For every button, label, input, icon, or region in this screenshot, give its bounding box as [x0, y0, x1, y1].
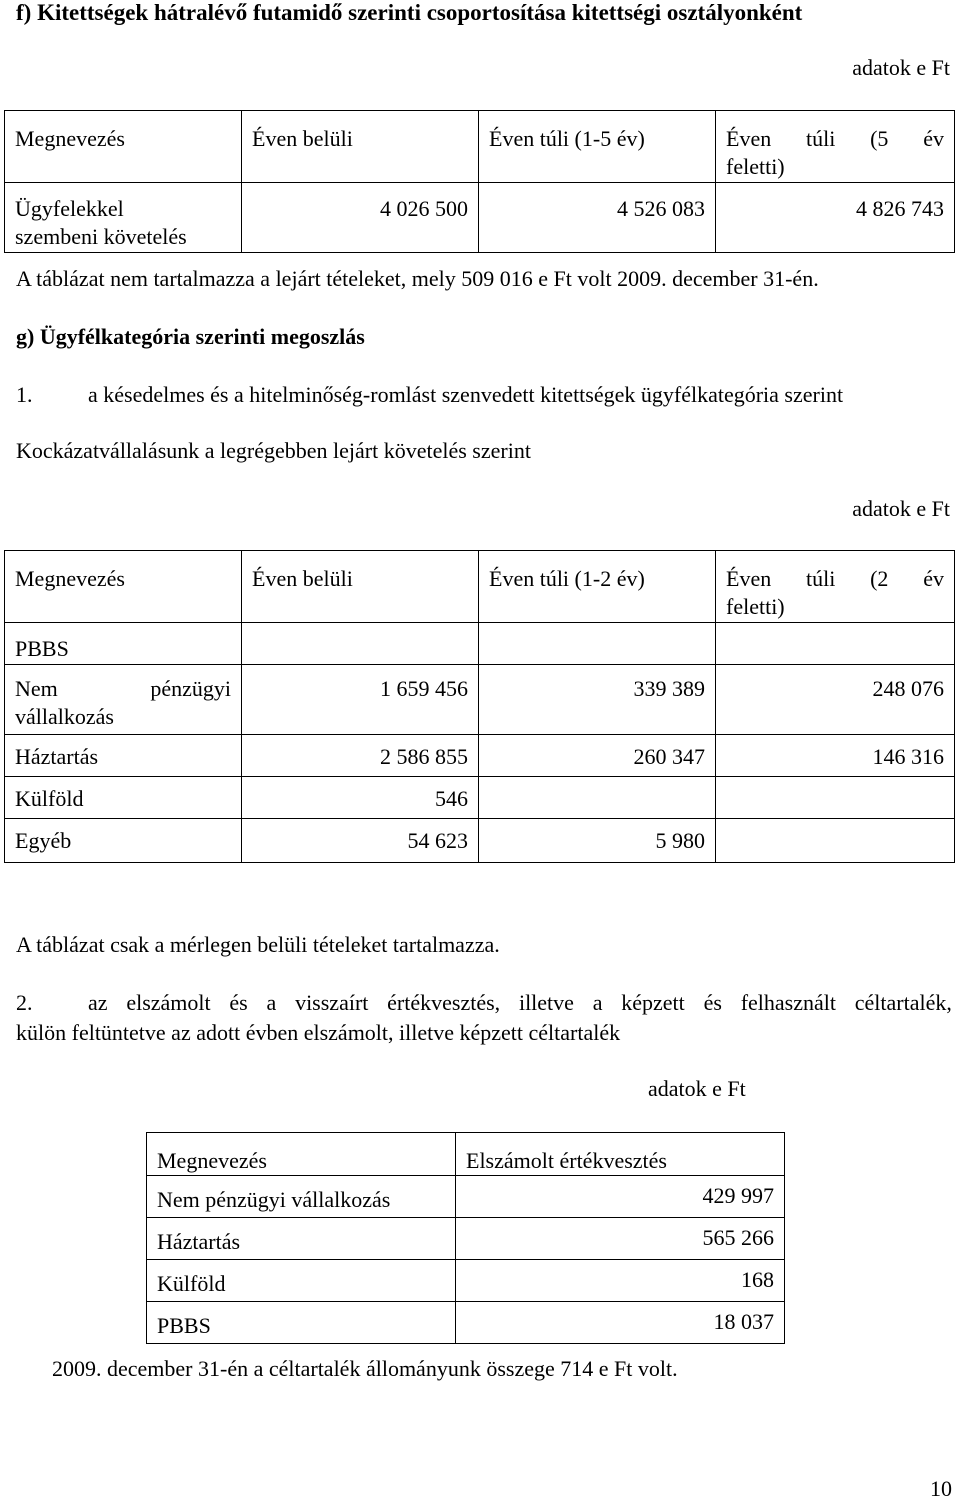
- section-g-note: A táblázat csak a mérlegen belüli tételeket tartalmazza.: [16, 932, 500, 957]
- section-g-unit: adatok e Ft: [852, 496, 950, 521]
- table-row: Nem pénzügyi vállalkozás 1 659 456 339 389 248 076: [5, 665, 955, 735]
- table-row: Háztartás 2 586 855 260 347 146 316: [5, 735, 955, 777]
- item2-number: 2.: [16, 990, 33, 1015]
- header-within-year: Éven belüli: [242, 111, 479, 183]
- item1-number: 1.: [16, 382, 33, 407]
- row-value-1: 4 026 500: [242, 183, 479, 253]
- section-f-title: f) Kitettségek hátralévő futamidő szerinti csoportosítása kitettségi osztályonként: [16, 0, 803, 25]
- table-f: [4, 110, 955, 253]
- page-number: 10: [930, 1476, 952, 1501]
- table-g: [4, 550, 955, 863]
- item1-text: a késedelmes és a hitelminőség-romlást szenvedett kitettségek ügyfélkategória szerint: [88, 382, 844, 407]
- table-row: PBBS 18 037: [147, 1302, 785, 1344]
- row-value-2: 4 526 083: [479, 183, 716, 253]
- table-row: Háztartás 565 266: [147, 1218, 785, 1260]
- g-header-1-2-years: Éven túli (1-2 év): [479, 551, 716, 623]
- table-row: Nem pénzügyi vállalkozás 429 997: [147, 1176, 785, 1218]
- table-impairment: [146, 1132, 785, 1344]
- item2-line1: az elszámolt és a visszaírt értékvesztés, illetve a képzett és felhasznált céltartalék,: [88, 990, 952, 1015]
- header-over-5-years: Éven túli (5 év feletti): [716, 111, 955, 183]
- header-name: Megnevezés: [5, 111, 242, 183]
- section-g-unit2: adatok e Ft: [648, 1076, 746, 1101]
- table-row: PBBS: [5, 623, 955, 665]
- section-f-unit: adatok e Ft: [852, 55, 950, 80]
- t3-header-value: Elszámolt értékvesztés: [456, 1133, 785, 1176]
- g-header-name: Megnevezés: [5, 551, 242, 623]
- section-g-subtitle: Kockázatvállalásunk a legrégebben lejárt követelés szerint: [16, 438, 531, 463]
- section-f-note: A táblázat nem tartalmazza a lejárt tételeket, mely 509 016 e Ft volt 2009. december 31-én.: [16, 266, 819, 291]
- table-row: Külföld 168: [147, 1260, 785, 1302]
- row-label: Ügyfelekkel szembeni követelés: [5, 183, 242, 253]
- g-header-within-year: Éven belüli: [242, 551, 479, 623]
- closing-statement: 2009. december 31-én a céltartalék állományunk összege 714 e Ft volt.: [52, 1356, 678, 1381]
- header-1-5-years: Éven túli (1-5 év): [479, 111, 716, 183]
- g-header-over-2-years: Éven túli (2 év feletti): [716, 551, 955, 623]
- section-g-title: g) Ügyfélkategória szerinti megoszlás: [16, 324, 365, 349]
- t3-header-name: Megnevezés: [147, 1133, 456, 1176]
- row-value-3: 4 826 743: [716, 183, 955, 253]
- table-row: Külföld 546: [5, 777, 955, 819]
- item2-line2: külön feltüntetve az adott évben elszámolt, illetve képzett céltartalék: [16, 1020, 621, 1045]
- table-row: Egyéb 54 623 5 980: [5, 819, 955, 863]
